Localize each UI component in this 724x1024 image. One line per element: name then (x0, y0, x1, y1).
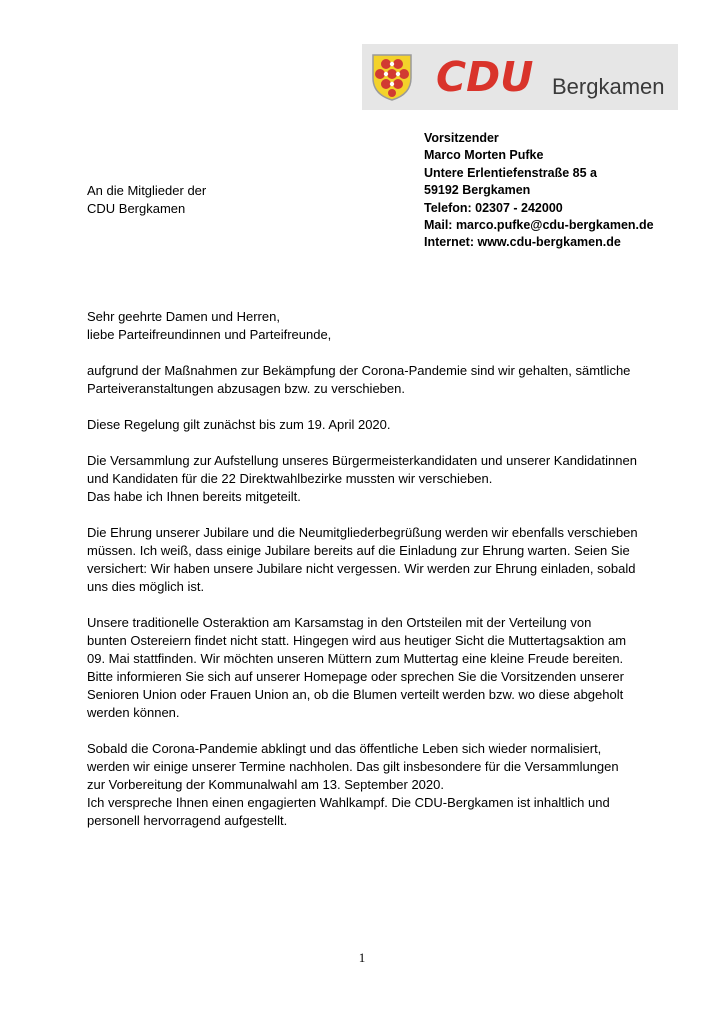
text-line: 09. Mai stattfinden. Wir möchten unseren Müttern zum Muttertag eine kleine Freude bereiten. (87, 651, 624, 666)
text-line: Diese Regelung gilt zunächst bis zum 19. April 2020. (87, 417, 391, 432)
body-paragraph (87, 452, 667, 506)
sender-email: Mail: marco.pufke@cdu-bergkamen.de (424, 218, 654, 233)
page-number: 1 (358, 950, 366, 965)
text-line: müssen. Ich weiß, dass einige Jubilare bereits auf die Einladung zur Ehrung warten. Seien Sie (87, 543, 630, 558)
text-line: werden wir einige unserer Termine nachholen. Das gilt insbesondere für die Versammlungen (87, 759, 619, 774)
text-line: Sehr geehrte Damen und Herren, (87, 309, 280, 324)
text-line: Senioren Union oder Frauen Union an, ob die Blumen verteilt werden bzw. wo diese abgeholt (87, 687, 624, 702)
sender-title: Vorsitzender (424, 131, 499, 145)
body-paragraph (87, 524, 667, 596)
text-line: Bitte informieren Sie sich auf unserer Homepage oder sprechen Sie die Vorsitzenden unserer (87, 669, 624, 684)
recipient-address-block (87, 182, 206, 218)
sender-website: Internet: www.cdu-bergkamen.de (424, 235, 621, 250)
text-line: versichert: Wir haben unsere Jubilare nicht vergessen. Wir werden zur Ehrung einladen, sobald (87, 561, 636, 576)
bergkamen-coat-of-arms-icon (370, 52, 414, 102)
body-paragraph (87, 614, 667, 722)
sender-street: Untere Erlentiefenstraße 85 a (424, 165, 597, 180)
sender-phone: Telefon: 02307 - 242000 (424, 200, 563, 215)
text-line: Die Versammlung zur Aufstellung unseres Bürgermeisterkandidaten und unserer Kandidatinnen (87, 453, 637, 468)
text-line: Ich verspreche Ihnen einen engagierten Wahlkampf. Die CDU-Bergkamen ist inhaltlich und (87, 795, 610, 810)
sender-city: 59192 Bergkamen (424, 183, 531, 198)
text-line: werden können. (87, 705, 180, 720)
body-paragraph (87, 740, 667, 830)
letter-body (87, 308, 667, 848)
text-line: Unsere traditionelle Osteraktion am Karsamstag in den Ortsteilen mit der Verteilung von (87, 615, 592, 630)
body-paragraph (87, 362, 667, 398)
party-place-name: Bergkamen (552, 74, 665, 99)
text-line: und Kandidaten für die 22 Direktwahlbezirke mussten wir verschieben. (87, 471, 493, 486)
text-line: Sobald die Corona-Pandemie abklingt und das öffentliche Leben sich wieder normalisiert, (87, 741, 602, 756)
party-wordmark: CDU (436, 53, 534, 101)
salutation-paragraph (87, 308, 667, 344)
text-line: Parteiveranstaltungen abzusagen bzw. zu verschieben. (87, 381, 405, 396)
text-line: bunten Ostereiern findet nicht statt. Hingegen wird aus heutiger Sicht die Muttertagsaktion am (87, 633, 627, 648)
text-line: liebe Parteifreundinnen und Parteifreunde, (87, 327, 332, 342)
sender-name: Marco Morten Pufke (424, 148, 544, 163)
recipient-line: An die Mitglieder der (87, 183, 207, 198)
text-line: Das habe ich Ihnen bereits mitgeteilt. (87, 489, 301, 504)
body-paragraph (87, 416, 667, 434)
text-line: aufgrund der Maßnahmen zur Bekämpfung der Corona-Pandemie sind wir gehalten, sämtliche (87, 363, 631, 378)
sender-address-block (424, 130, 654, 252)
text-line: personell hervorragend aufgestellt. (87, 813, 288, 828)
text-line: uns dies möglich ist. (87, 579, 205, 594)
party-logo (362, 44, 678, 110)
recipient-line: CDU Bergkamen (87, 201, 186, 216)
text-line: Die Ehrung unserer Jubilare und die Neumitgliederbegrüßung werden wir ebenfalls verschieben (87, 525, 638, 540)
text-line: zur Vorbereitung der Kommunalwahl am 13. September 2020. (87, 777, 444, 792)
